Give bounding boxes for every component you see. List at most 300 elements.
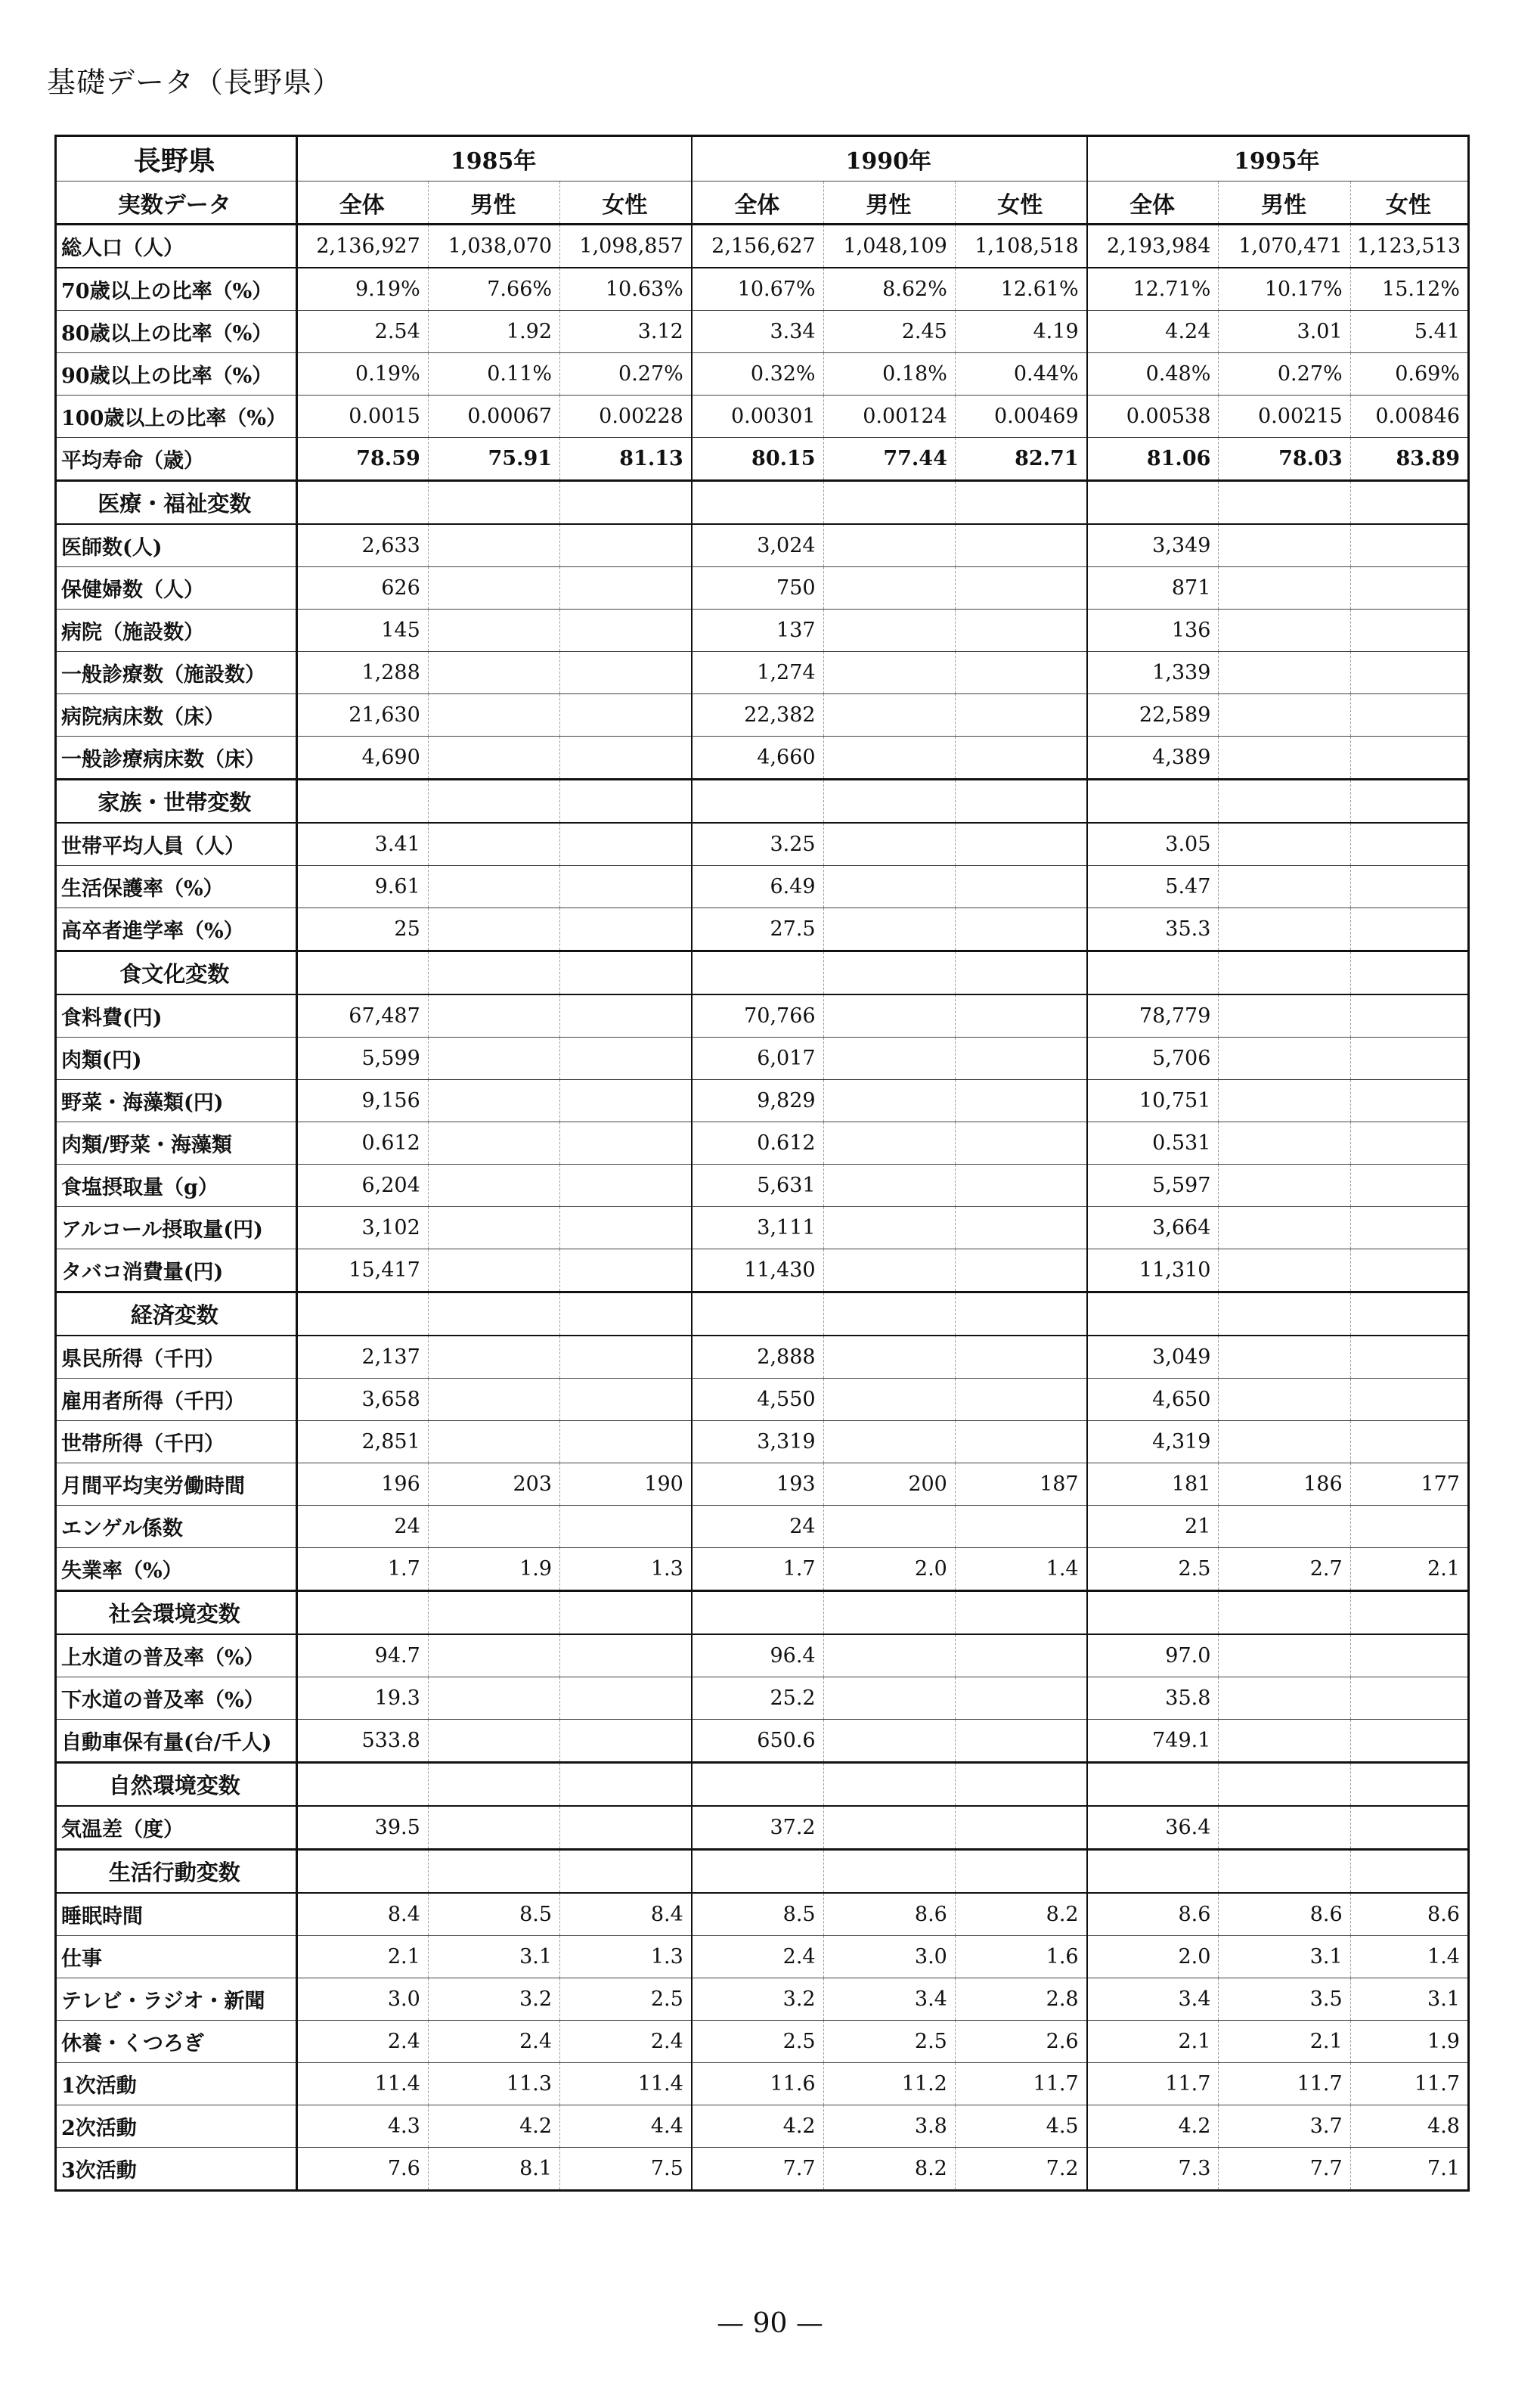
table-row bbox=[56, 652, 1469, 694]
data-cell: 8.1 bbox=[428, 2148, 559, 2191]
data-cell: 0.00846 bbox=[1350, 396, 1468, 438]
data-cell: 3,349 bbox=[1087, 524, 1219, 567]
empty-cell bbox=[955, 780, 1086, 824]
data-cell bbox=[955, 1249, 1086, 1292]
row-label: 野菜・海藻類(円) bbox=[56, 1080, 297, 1122]
data-cell bbox=[823, 694, 955, 737]
data-cell: 3.1 bbox=[1219, 1936, 1350, 1978]
data-cell bbox=[823, 1207, 955, 1249]
data-cell bbox=[1219, 1506, 1350, 1548]
data-cell: 8.4 bbox=[560, 1893, 692, 1936]
data-cell: 2,156,627 bbox=[692, 225, 823, 268]
data-cell bbox=[1219, 1720, 1350, 1763]
data-cell bbox=[1219, 524, 1350, 567]
table-row bbox=[56, 1677, 1469, 1720]
data-cell bbox=[1350, 1207, 1468, 1249]
data-cell bbox=[1350, 610, 1468, 652]
data-cell: 1,098,857 bbox=[560, 225, 692, 268]
data-cell bbox=[428, 1080, 559, 1122]
data-cell: 2.0 bbox=[1087, 1936, 1219, 1978]
data-cell bbox=[428, 1122, 559, 1165]
data-cell: 1.3 bbox=[560, 1548, 692, 1591]
data-cell bbox=[1350, 1249, 1468, 1292]
table-row bbox=[56, 1506, 1469, 1548]
page-number: — 90 — bbox=[717, 2308, 823, 2339]
sub-label: 実数データ bbox=[56, 182, 297, 225]
table-row bbox=[56, 823, 1469, 866]
data-cell bbox=[428, 652, 559, 694]
column-header: 女性 bbox=[955, 182, 1086, 225]
data-cell: 6,204 bbox=[296, 1165, 428, 1207]
table-row bbox=[56, 1548, 1469, 1591]
empty-cell bbox=[955, 1591, 1086, 1635]
data-cell: 1,048,109 bbox=[823, 225, 955, 268]
table-row bbox=[56, 1893, 1469, 1936]
empty-cell bbox=[955, 481, 1086, 525]
row-label: 肉類/野菜・海藻類 bbox=[56, 1122, 297, 1165]
data-cell: 2.8 bbox=[955, 1978, 1086, 2021]
empty-cell bbox=[823, 951, 955, 995]
data-cell: 2.5 bbox=[692, 2021, 823, 2063]
data-cell: 1,274 bbox=[692, 652, 823, 694]
data-cell bbox=[1219, 694, 1350, 737]
data-cell bbox=[955, 1677, 1086, 1720]
basic-data-table bbox=[54, 135, 1470, 2192]
section-label: 生活行動変数 bbox=[56, 1850, 297, 1894]
data-cell: 24 bbox=[692, 1506, 823, 1548]
data-cell: 8.4 bbox=[296, 1893, 428, 1936]
data-cell bbox=[955, 994, 1086, 1038]
data-cell: 750 bbox=[692, 567, 823, 610]
row-label: 保健婦数（人） bbox=[56, 567, 297, 610]
data-cell: 177 bbox=[1350, 1463, 1468, 1506]
empty-cell bbox=[1219, 481, 1350, 525]
data-cell bbox=[955, 1038, 1086, 1080]
empty-cell bbox=[1350, 481, 1468, 525]
data-cell bbox=[428, 1634, 559, 1677]
data-cell: 9.61 bbox=[296, 866, 428, 908]
data-cell: 0.531 bbox=[1087, 1122, 1219, 1165]
data-cell: 6.49 bbox=[692, 866, 823, 908]
empty-cell bbox=[428, 1763, 559, 1807]
data-cell: 7.5 bbox=[560, 2148, 692, 2191]
data-cell bbox=[1350, 1336, 1468, 1379]
empty-cell bbox=[1219, 1292, 1350, 1336]
row-label: 100歳以上の比率（%） bbox=[56, 396, 297, 438]
data-cell: 6,017 bbox=[692, 1038, 823, 1080]
data-cell: 7.66% bbox=[428, 268, 559, 311]
table-row bbox=[56, 1379, 1469, 1421]
section-header-row bbox=[56, 1591, 1469, 1635]
empty-cell bbox=[823, 1292, 955, 1336]
data-cell: 3,664 bbox=[1087, 1207, 1219, 1249]
data-cell: 8.62% bbox=[823, 268, 955, 311]
data-cell: 7.2 bbox=[955, 2148, 1086, 2191]
data-cell: 1,123,513 bbox=[1350, 225, 1468, 268]
data-cell: 8.2 bbox=[955, 1893, 1086, 1936]
data-cell: 3.2 bbox=[428, 1978, 559, 2021]
row-label: 下水道の普及率（%） bbox=[56, 1677, 297, 1720]
data-cell: 35.8 bbox=[1087, 1677, 1219, 1720]
table-row bbox=[56, 1122, 1469, 1165]
column-header: 全体 bbox=[1087, 182, 1219, 225]
data-cell bbox=[560, 1506, 692, 1548]
empty-cell bbox=[692, 481, 823, 525]
data-cell: 145 bbox=[296, 610, 428, 652]
empty-cell bbox=[296, 1292, 428, 1336]
data-cell: 10,751 bbox=[1087, 1080, 1219, 1122]
data-cell bbox=[823, 1165, 955, 1207]
table-row bbox=[56, 2105, 1469, 2148]
data-cell: 21,630 bbox=[296, 694, 428, 737]
data-cell bbox=[955, 1421, 1086, 1463]
data-cell bbox=[1350, 1677, 1468, 1720]
data-cell bbox=[428, 1379, 559, 1421]
data-cell bbox=[955, 1207, 1086, 1249]
table-row bbox=[56, 396, 1469, 438]
empty-cell bbox=[1350, 951, 1468, 995]
section-header-row bbox=[56, 780, 1469, 824]
data-cell: 5,597 bbox=[1087, 1165, 1219, 1207]
row-label: 医師数(人) bbox=[56, 524, 297, 567]
table-row bbox=[56, 311, 1469, 353]
data-cell bbox=[1350, 524, 1468, 567]
table-row bbox=[56, 1463, 1469, 1506]
row-label: 70歳以上の比率（%） bbox=[56, 268, 297, 311]
row-label: 食料費(円) bbox=[56, 994, 297, 1038]
data-cell: 4,650 bbox=[1087, 1379, 1219, 1421]
data-cell bbox=[560, 1122, 692, 1165]
data-cell: 82.71 bbox=[955, 438, 1086, 481]
empty-cell bbox=[955, 1763, 1086, 1807]
data-cell: 2.1 bbox=[1350, 1548, 1468, 1591]
data-cell bbox=[428, 866, 559, 908]
empty-cell bbox=[1087, 1763, 1219, 1807]
data-cell: 1.9 bbox=[428, 1548, 559, 1591]
data-cell: 9.19% bbox=[296, 268, 428, 311]
data-cell: 24 bbox=[296, 1506, 428, 1548]
empty-cell bbox=[823, 481, 955, 525]
data-cell bbox=[428, 524, 559, 567]
data-cell: 22,589 bbox=[1087, 694, 1219, 737]
data-cell: 5.41 bbox=[1350, 311, 1468, 353]
data-cell: 25.2 bbox=[692, 1677, 823, 1720]
data-cell bbox=[823, 1379, 955, 1421]
empty-cell bbox=[560, 951, 692, 995]
data-cell bbox=[560, 1720, 692, 1763]
data-cell: 83.89 bbox=[1350, 438, 1468, 481]
data-cell bbox=[560, 823, 692, 866]
data-cell: 1,070,471 bbox=[1219, 225, 1350, 268]
data-cell bbox=[823, 1806, 955, 1850]
data-cell bbox=[560, 567, 692, 610]
table-row bbox=[56, 908, 1469, 951]
data-cell: 0.27% bbox=[1219, 353, 1350, 396]
data-cell: 3.34 bbox=[692, 311, 823, 353]
data-cell bbox=[1350, 1720, 1468, 1763]
data-cell bbox=[955, 1379, 1086, 1421]
column-header: 男性 bbox=[823, 182, 955, 225]
data-cell bbox=[560, 1249, 692, 1292]
row-label: 総人口（人） bbox=[56, 225, 297, 268]
data-cell: 9,829 bbox=[692, 1080, 823, 1122]
data-cell: 2.1 bbox=[296, 1936, 428, 1978]
data-cell bbox=[955, 737, 1086, 780]
data-cell bbox=[823, 866, 955, 908]
data-cell: 3.8 bbox=[823, 2105, 955, 2148]
data-cell: 10.63% bbox=[560, 268, 692, 311]
data-cell: 15.12% bbox=[1350, 268, 1468, 311]
data-cell: 10.17% bbox=[1219, 268, 1350, 311]
data-cell: 4.19 bbox=[955, 311, 1086, 353]
data-cell bbox=[1219, 1080, 1350, 1122]
data-cell: 12.61% bbox=[955, 268, 1086, 311]
row-label: 世帯所得（千円） bbox=[56, 1421, 297, 1463]
data-cell: 78.59 bbox=[296, 438, 428, 481]
empty-cell bbox=[296, 951, 428, 995]
data-cell: 70,766 bbox=[692, 994, 823, 1038]
data-cell bbox=[823, 908, 955, 951]
data-cell: 2.4 bbox=[296, 2021, 428, 2063]
data-cell: 8.6 bbox=[1219, 1893, 1350, 1936]
data-cell: 1,339 bbox=[1087, 652, 1219, 694]
table-row bbox=[56, 2021, 1469, 2063]
data-cell bbox=[1219, 737, 1350, 780]
data-cell: 4.8 bbox=[1350, 2105, 1468, 2148]
empty-cell bbox=[428, 481, 559, 525]
data-cell bbox=[560, 1336, 692, 1379]
section-label: 食文化変数 bbox=[56, 951, 297, 995]
data-cell bbox=[823, 1421, 955, 1463]
empty-cell bbox=[428, 780, 559, 824]
data-cell bbox=[560, 1080, 692, 1122]
data-cell: 11.4 bbox=[560, 2063, 692, 2105]
data-cell: 3.25 bbox=[692, 823, 823, 866]
data-cell bbox=[560, 524, 692, 567]
data-cell: 5,631 bbox=[692, 1165, 823, 1207]
data-cell bbox=[428, 1336, 559, 1379]
row-label: 気温差（度） bbox=[56, 1806, 297, 1850]
table-row bbox=[56, 225, 1469, 268]
data-cell: 0.00538 bbox=[1087, 396, 1219, 438]
section-label: 家族・世帯変数 bbox=[56, 780, 297, 824]
row-label: 80歳以上の比率（%） bbox=[56, 311, 297, 353]
data-cell: 11,310 bbox=[1087, 1249, 1219, 1292]
data-cell: 137 bbox=[692, 610, 823, 652]
data-cell: 5,706 bbox=[1087, 1038, 1219, 1080]
data-cell bbox=[823, 524, 955, 567]
data-cell: 2.4 bbox=[560, 2021, 692, 2063]
table-row bbox=[56, 2148, 1469, 2191]
data-cell: 1,288 bbox=[296, 652, 428, 694]
data-cell: 2.54 bbox=[296, 311, 428, 353]
page-title: 基礎データ（長野県） bbox=[47, 66, 342, 99]
table-row bbox=[56, 1038, 1469, 1080]
data-cell: 7.6 bbox=[296, 2148, 428, 2191]
data-cell: 80.15 bbox=[692, 438, 823, 481]
data-cell bbox=[1350, 737, 1468, 780]
data-cell: 11,430 bbox=[692, 1249, 823, 1292]
data-cell bbox=[1219, 1165, 1350, 1207]
empty-cell bbox=[296, 1763, 428, 1807]
data-cell bbox=[1219, 823, 1350, 866]
data-cell bbox=[823, 652, 955, 694]
data-cell: 0.11% bbox=[428, 353, 559, 396]
data-cell: 11.3 bbox=[428, 2063, 559, 2105]
data-cell: 2.5 bbox=[1087, 1548, 1219, 1591]
table-row bbox=[56, 2063, 1469, 2105]
data-cell: 11.2 bbox=[823, 2063, 955, 2105]
data-cell: 67,487 bbox=[296, 994, 428, 1038]
data-cell: 4.2 bbox=[428, 2105, 559, 2148]
data-cell bbox=[955, 567, 1086, 610]
data-cell bbox=[560, 737, 692, 780]
data-cell: 0.00469 bbox=[955, 396, 1086, 438]
empty-cell bbox=[428, 1292, 559, 1336]
data-cell bbox=[1350, 994, 1468, 1038]
data-cell bbox=[823, 1720, 955, 1763]
empty-cell bbox=[1350, 1763, 1468, 1807]
empty-cell bbox=[1350, 1292, 1468, 1336]
data-cell: 0.27% bbox=[560, 353, 692, 396]
row-label: 2次活動 bbox=[56, 2105, 297, 2148]
row-label: 90歳以上の比率（%） bbox=[56, 353, 297, 396]
data-cell: 533.8 bbox=[296, 1720, 428, 1763]
data-cell: 39.5 bbox=[296, 1806, 428, 1850]
data-cell bbox=[1350, 1806, 1468, 1850]
data-cell: 78.03 bbox=[1219, 438, 1350, 481]
data-cell bbox=[955, 1165, 1086, 1207]
section-label: 経済変数 bbox=[56, 1292, 297, 1336]
data-cell: 1,038,070 bbox=[428, 225, 559, 268]
data-cell: 1.7 bbox=[296, 1548, 428, 1591]
column-header: 女性 bbox=[1350, 182, 1468, 225]
year-header: 1985年 bbox=[296, 136, 692, 182]
data-cell: 626 bbox=[296, 567, 428, 610]
empty-cell bbox=[692, 780, 823, 824]
data-cell bbox=[428, 1677, 559, 1720]
data-cell: 7.7 bbox=[1219, 2148, 1350, 2191]
empty-cell bbox=[692, 951, 823, 995]
data-cell bbox=[955, 524, 1086, 567]
table-row bbox=[56, 1978, 1469, 2021]
data-cell: 3.1 bbox=[428, 1936, 559, 1978]
data-cell bbox=[955, 1806, 1086, 1850]
empty-cell bbox=[692, 1850, 823, 1894]
section-label: 社会環境変数 bbox=[56, 1591, 297, 1635]
column-header-row bbox=[56, 182, 1469, 225]
data-cell bbox=[955, 908, 1086, 951]
data-cell: 12.71% bbox=[1087, 268, 1219, 311]
table-row bbox=[56, 610, 1469, 652]
data-cell bbox=[1219, 1336, 1350, 1379]
data-cell bbox=[560, 1165, 692, 1207]
data-cell bbox=[560, 1207, 692, 1249]
empty-cell bbox=[1350, 780, 1468, 824]
data-cell: 35.3 bbox=[1087, 908, 1219, 951]
data-cell bbox=[823, 1506, 955, 1548]
row-label: 世帯平均人員（人） bbox=[56, 823, 297, 866]
empty-cell bbox=[1350, 1850, 1468, 1894]
row-label: 高卒者進学率（%） bbox=[56, 908, 297, 951]
data-cell: 81.13 bbox=[560, 438, 692, 481]
data-cell: 2.4 bbox=[692, 1936, 823, 1978]
empty-cell bbox=[1219, 1850, 1350, 1894]
data-cell: 9,156 bbox=[296, 1080, 428, 1122]
data-cell bbox=[1219, 908, 1350, 951]
data-cell: 4,550 bbox=[692, 1379, 823, 1421]
data-cell: 2.7 bbox=[1219, 1548, 1350, 1591]
data-cell bbox=[1350, 567, 1468, 610]
data-cell bbox=[428, 1720, 559, 1763]
data-cell: 81.06 bbox=[1087, 438, 1219, 481]
data-cell bbox=[823, 1336, 955, 1379]
data-cell: 11.6 bbox=[692, 2063, 823, 2105]
data-cell: 3.0 bbox=[296, 1978, 428, 2021]
data-cell bbox=[955, 866, 1086, 908]
data-cell bbox=[1350, 1038, 1468, 1080]
data-cell: 187 bbox=[955, 1463, 1086, 1506]
data-cell bbox=[428, 610, 559, 652]
empty-cell bbox=[428, 1850, 559, 1894]
data-cell bbox=[428, 1165, 559, 1207]
data-cell: 25 bbox=[296, 908, 428, 951]
table-row bbox=[56, 1207, 1469, 1249]
data-cell bbox=[955, 1336, 1086, 1379]
data-cell: 136 bbox=[1087, 610, 1219, 652]
data-cell: 15,417 bbox=[296, 1249, 428, 1292]
data-cell bbox=[1219, 1677, 1350, 1720]
data-cell: 2.45 bbox=[823, 311, 955, 353]
empty-cell bbox=[823, 1591, 955, 1635]
section-header-row bbox=[56, 1850, 1469, 1894]
row-label: 食塩摂取量（g） bbox=[56, 1165, 297, 1207]
column-header: 男性 bbox=[1219, 182, 1350, 225]
section-label: 自然環境変数 bbox=[56, 1763, 297, 1807]
empty-cell bbox=[955, 951, 1086, 995]
data-cell: 36.4 bbox=[1087, 1806, 1219, 1850]
data-cell: 0.44% bbox=[955, 353, 1086, 396]
data-cell: 7.7 bbox=[692, 2148, 823, 2191]
data-cell bbox=[560, 1379, 692, 1421]
empty-cell bbox=[1087, 481, 1219, 525]
data-cell: 4,389 bbox=[1087, 737, 1219, 780]
data-cell bbox=[1350, 908, 1468, 951]
row-label: タバコ消費量(円) bbox=[56, 1249, 297, 1292]
data-cell bbox=[1219, 1207, 1350, 1249]
year-header-row bbox=[56, 136, 1469, 182]
data-cell: 8.6 bbox=[823, 1893, 955, 1936]
data-cell: 1.7 bbox=[692, 1548, 823, 1591]
data-cell bbox=[1219, 567, 1350, 610]
table-row bbox=[56, 524, 1469, 567]
data-cell: 22,382 bbox=[692, 694, 823, 737]
table-row bbox=[56, 1080, 1469, 1122]
data-cell: 4.4 bbox=[560, 2105, 692, 2148]
row-label: 雇用者所得（千円） bbox=[56, 1379, 297, 1421]
data-cell bbox=[1219, 1038, 1350, 1080]
data-cell: 749.1 bbox=[1087, 1720, 1219, 1763]
row-label: 生活保護率（%） bbox=[56, 866, 297, 908]
data-cell: 96.4 bbox=[692, 1634, 823, 1677]
data-cell: 3.1 bbox=[1350, 1978, 1468, 2021]
table-row bbox=[56, 438, 1469, 481]
empty-cell bbox=[560, 481, 692, 525]
data-cell bbox=[1350, 652, 1468, 694]
empty-cell bbox=[823, 780, 955, 824]
data-cell: 2,851 bbox=[296, 1421, 428, 1463]
row-label: 月間平均実労働時間 bbox=[56, 1463, 297, 1506]
